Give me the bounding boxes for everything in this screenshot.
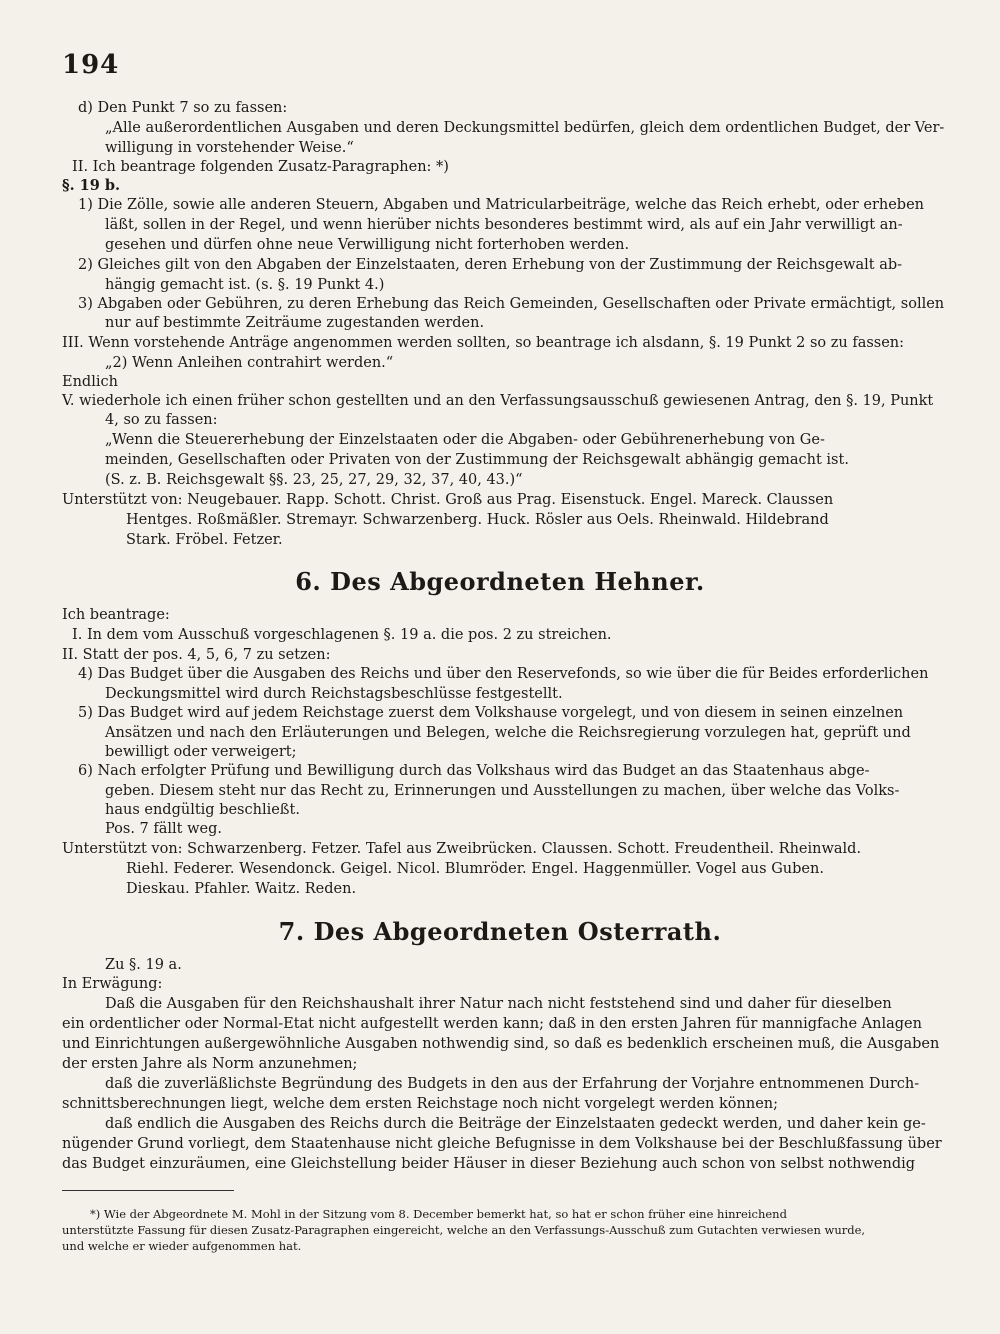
text-line: und Einrichtungen außergewöhnliche Ausgaben nothwendig sind, so daß es bedenklich erscheinen muß, die Ausgaben [62,1036,940,1052]
text-line: 4) Das Budget über die Ausgaben des Reichs und über den Reservefonds, so wie über die für Beides erforderlichen [78,666,929,682]
text-line: der ersten Jahre als Norm anzunehmen; [62,1056,358,1072]
text-line: läßt, sollen in der Regel, und wenn hierüber nichts besonderes bestimmt wird, als auf ein Jahr verwilligt an- [105,217,903,233]
text-line: In Erwägung: [62,976,163,992]
text-line: 6) Nach erfolgter Prüfung und Bewilligung durch das Volkshaus wird das Budget an das Staatenhaus abge- [78,763,870,779]
text-line: nur auf bestimmte Zeiträume zugestanden werden. [105,315,485,331]
text-line: I. In dem vom Ausschuß vorgeschlagenen §. 19 a. die pos. 2 zu streichen. [72,627,612,643]
text-line: Deckungsmittel wird durch Reichstagsbeschlüsse festgestellt. [105,686,563,702]
text-line: haus endgültig beschließt. [105,802,300,818]
supporters-line: Unterstützt von: Neugebauer. Rapp. Schott. Christ. Groß aus Prag. Eisenstuck. Engel. Mareck. Claussen [62,492,834,508]
page-number: 194 [62,50,120,80]
text-line: II. Statt der pos. 4, 5, 6, 7 zu setzen: [62,647,331,663]
text-line: d) Den Punkt 7 so zu fassen: [78,100,288,116]
footnote-line: *) Wie der Abgeordnete M. Mohl in der Sitzung vom 8. December bemerkt hat, so hat er schon früher eine hinreichend [90,1207,787,1221]
text-line: daß endlich die Ausgaben des Reichs durch die Beiträge der Einzelstaaten gedeckt werden, und daher kein ge- [105,1116,926,1132]
text-line: nügender Grund vorliegt, dem Staatenhause nicht gleiche Befugnisse in dem Volkshause bei der Beschlußfassung über [62,1136,942,1152]
section-heading: 6. Des Abgeordneten Hehner. [295,567,705,596]
text-line: Pos. 7 fällt weg. [105,821,222,837]
text-line: 2) Gleiches gilt von den Abgaben der Einzelstaaten, deren Erhebung von der Zustimmung der Reichsgewalt ab- [78,257,903,273]
text-line: ein ordentlicher oder Normal-Etat nicht aufgestellt werden kann; daß in den ersten Jahren für mannigfache Anlagen [62,1016,922,1032]
supporters-line: Riehl. Federer. Wesendonck. Geigel. Nicol. Blumröder. Engel. Haggenmüller. Vogel aus Guben. [126,861,824,877]
footnote-line: und welche er wieder aufgenommen hat. [62,1239,302,1253]
text-line: „Alle außerordentlichen Ausgaben und deren Deckungsmittel bedürfen, gleich dem ordentlichen Budget, der Ver- [105,120,945,136]
footnote-rule [62,1190,234,1191]
text-line: III. Wenn vorstehende Anträge angenommen werden sollten, so beantrage ich alsdann, §. 19 Punkt 2 so zu fassen: [62,335,905,351]
supporters-line: Unterstützt von: Schwarzenberg. Fetzer. Tafel aus Zweibrücken. Claussen. Schott. Freudentheil. Rheinwald. [62,841,862,857]
text-line: (S. z. B. Reichsgewalt §§. 23, 25, 27, 29, 32, 37, 40, 43.)“ [105,472,523,488]
supporters-line: Hentges. Roßmäßler. Stremayr. Schwarzenberg. Huck. Rösler aus Oels. Rheinwald. Hildebrand [126,512,829,528]
text-line: meinden, Gesellschaften oder Privaten von der Zustimmung der Reichsgewalt abhängig gemacht ist. [105,452,849,468]
text-line: V. wiederhole ich einen früher schon gestellten und an den Verfassungsausschuß gewiesenen Antrag, den §. 19, Punkt [62,393,934,409]
text-line: 3) Abgaben oder Gebühren, zu deren Erhebung das Reich Gemeinden, Gesellschaften oder Private ermächtigt, sollen [78,296,945,312]
section-heading: 7. Des Abgeordneten Osterrath. [278,917,722,946]
text-line: „2) Wenn Anleihen contrahirt werden.“ [105,355,394,371]
text-line: Ich beantrage: [62,607,170,623]
supporters-line: Stark. Fröbel. Fetzer. [126,532,283,548]
text-line: bewilligt oder verweigert; [105,744,297,760]
supporters-line: Dieskau. Pfahler. Waitz. Reden. [126,881,357,897]
text-line: 5) Das Budget wird auf jedem Reichstage zuerst dem Volkshause vorgelegt, und von diesem in seinen einzelnen [78,705,904,721]
text-line: Endlich [62,374,118,390]
text-line: Ansätzen und nach den Erläuterungen und Belegen, welche die Reichsregierung vorzulegen hat, geprüft und [105,725,911,741]
text-line: das Budget einzuräumen, eine Gleichstellung beider Häuser in dieser Beziehung auch schon von selbst nothwendig [62,1156,916,1172]
text-line: gesehen und dürfen ohne neue Verwilligung nicht forterhoben werden. [105,237,630,253]
text-line: hängig gemacht ist. (s. §. 19 Punkt 4.) [105,277,385,293]
text-line: willigung in vorstehender Weise.“ [105,140,354,156]
text-line: daß die zuverläßlichste Begründung des Budgets in den aus der Erfahrung der Vorjahre entnommenen Durch- [105,1076,920,1092]
text-line: 4, so zu fassen: [105,412,218,428]
text-line: geben. Diesem steht nur das Recht zu, Erinnerungen und Ausstellungen zu machen, über welche das Volks- [105,783,900,799]
text-line: schnittsberechnungen liegt, welche dem ersten Reichstage noch nicht vorgelegt werden können; [62,1096,779,1112]
paragraph-label: §. 19 b. [62,177,121,194]
footnote-line: unterstützte Fassung für diesen Zusatz-Paragraphen eingereicht, welche an den Verfassungs-Ausschuß zum Gutachten verwiesen wurde, [62,1223,866,1237]
text-line: Zu §. 19 a. [105,957,182,973]
text-line: II. Ich beantrage folgenden Zusatz-Paragraphen: *) [72,159,449,175]
text-line: 1) Die Zölle, sowie alle anderen Steuern, Abgaben und Matricularbeiträge, welche das Reich erhebt, oder erheben [78,197,924,213]
text-line: „Wenn die Steuererhebung der Einzelstaaten oder die Abgaben- oder Gebührenerhebung von Ge- [105,432,825,448]
text-line: Daß die Ausgaben für den Reichshaushalt ihrer Natur nach nicht feststehend sind und daher für dieselben [105,996,892,1012]
